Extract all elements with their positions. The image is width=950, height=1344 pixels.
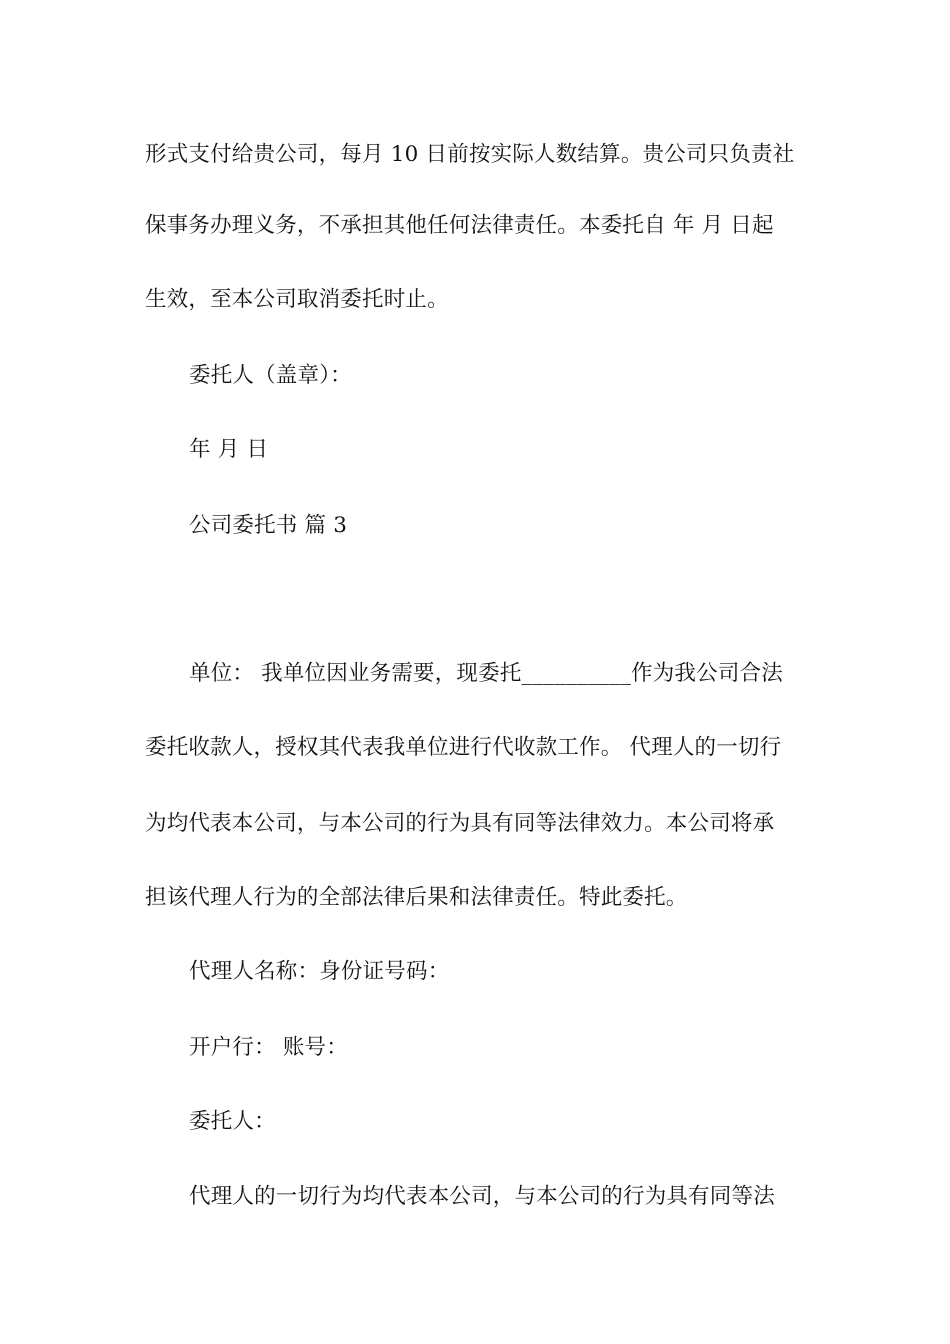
date-line: 年 月 日 xyxy=(189,437,269,462)
section-heading: 公司委托书 篇 3 xyxy=(189,513,348,538)
paragraph-line: 单位： 我单位因业务需要，现委托__________作为我公司合法 xyxy=(189,661,783,686)
agent-name-line: 代理人名称：身份证号码： xyxy=(189,959,450,984)
paragraph-line: 生效，至本公司取消委托时止。 xyxy=(145,287,449,312)
paragraph-line: 为均代表本公司，与本公司的行为具有同等法律效力。本公司将承 xyxy=(145,811,775,836)
paragraph-line: 代理人的一切行为均代表本公司，与本公司的行为具有同等法 xyxy=(189,1184,775,1209)
paragraph-line: 委托收款人，授权其代表我单位进行代收款工作。 代理人的一切行 xyxy=(145,735,782,760)
signature-label: 委托人（盖章）： xyxy=(189,363,352,388)
principal-line: 委托人： xyxy=(189,1109,276,1134)
bank-account-line: 开户行： 账号： xyxy=(189,1035,348,1060)
paragraph-line: 形式支付给贵公司，每月 10 日前按实际人数结算。贵公司只负责社 xyxy=(145,142,795,167)
paragraph-line: 保事务办理义务，不承担其他任何法律责任。本委托自 年 月 日起 xyxy=(145,213,774,238)
paragraph-line: 担该代理人行为的全部法律后果和法律责任。特此委托。 xyxy=(145,885,688,910)
